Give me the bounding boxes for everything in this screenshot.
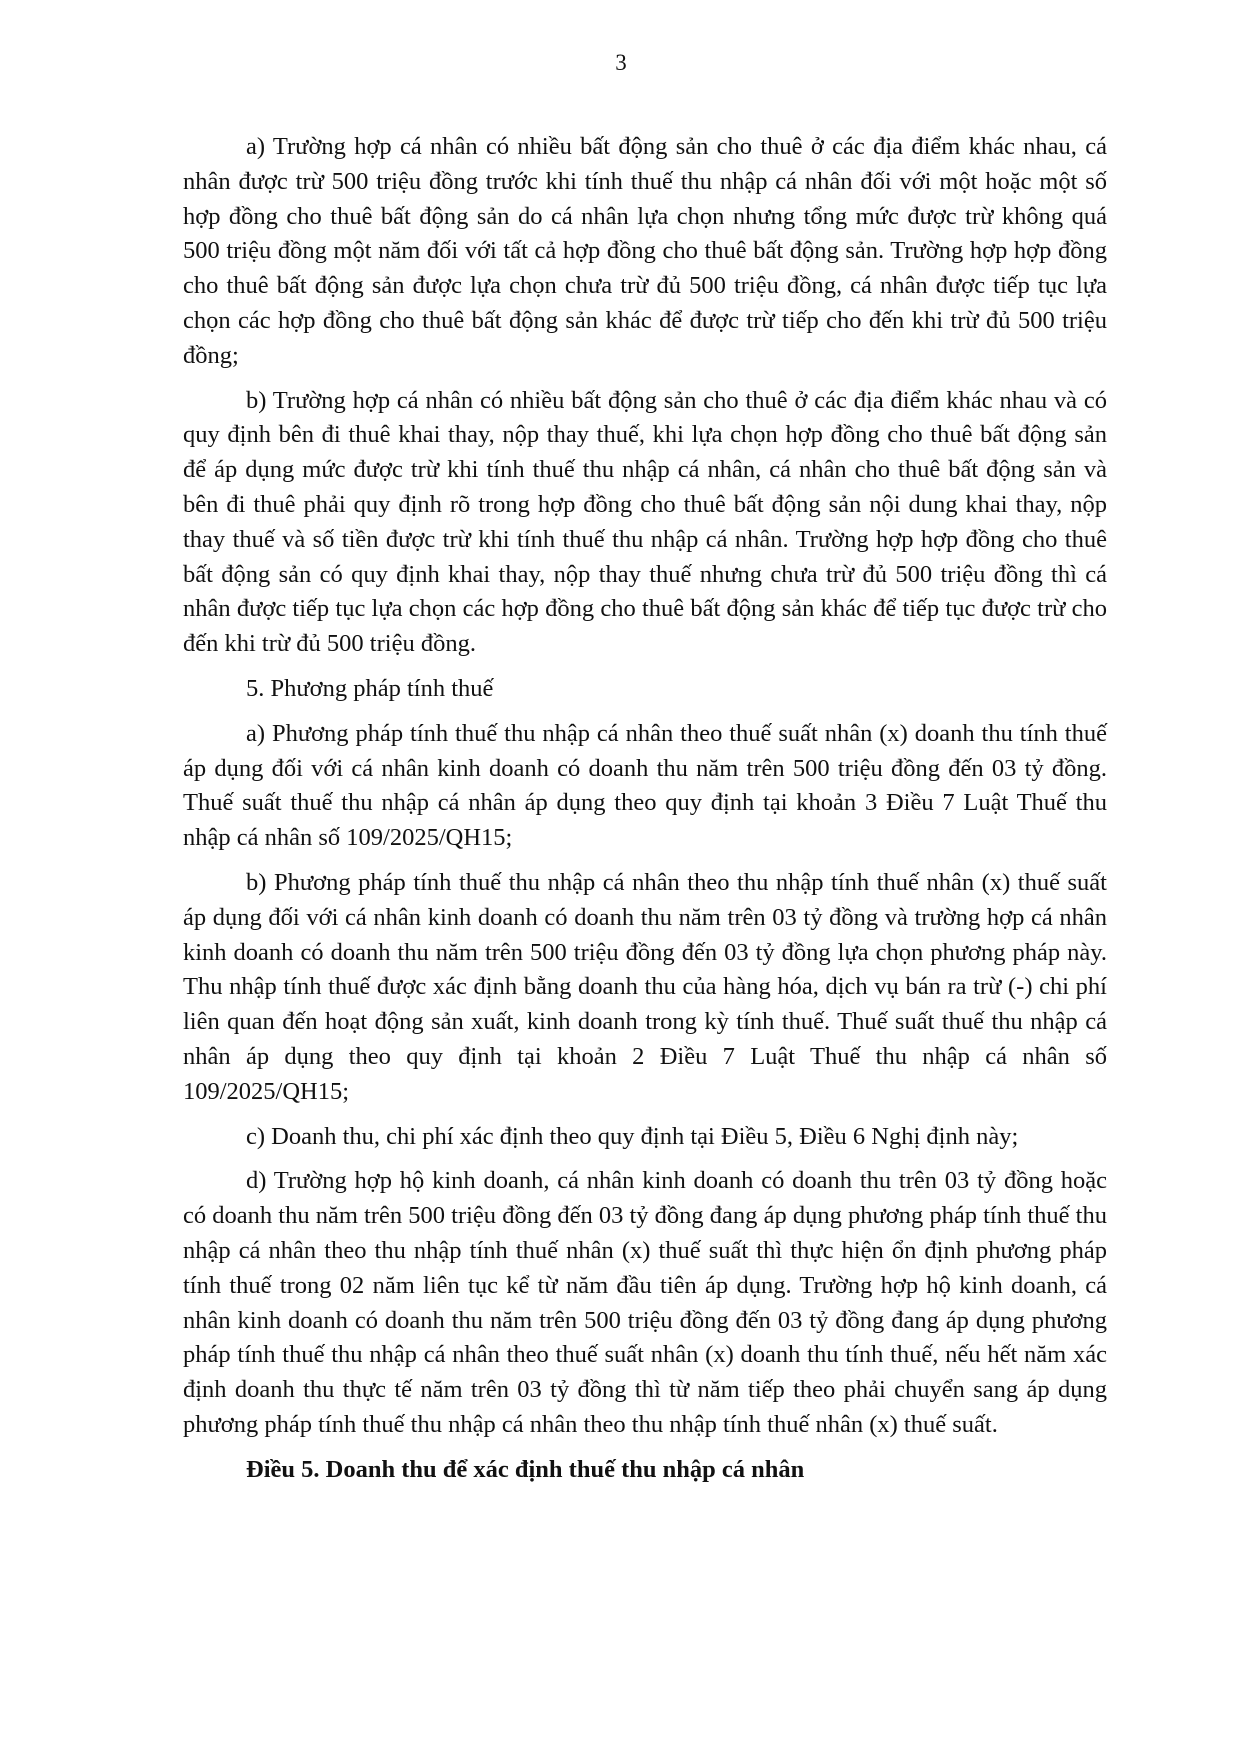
paragraph-5b: b) Phương pháp tính thuế thu nhập cá nhân theo thu nhập tính thuế nhân (x) thuế suất áp dụng đối với cá nhân kinh doanh có doanh thu năm trên 03 tỷ đồng và trường hợp cá nhân kinh doanh có doanh thu năm trên 500 triệu đồng đến 03 tỷ đồng lựa chọn phương pháp này. Thu nhập tính thuế được xác định bằng doanh thu của hàng hóa, dịch vụ bán ra trừ (-) chi phí liên quan đến hoạt động sản xuất, kinh doanh trong kỳ tính thuế. Thuế suất thuế thu nhập cá nhân áp dụng theo quy định tại khoản 2 Điều 7 Luật Thuế thu nhập cá nhân số 109/2025/QH15; [183, 868, 1107, 1105]
paragraph-4b: b) Trường hợp cá nhân có nhiều bất động sản cho thuê ở các địa điểm khác nhau và có quy định bên đi thuê khai thay, nộp thay thuế, khi lựa chọn hợp đồng cho thuê bất động sản để áp dụng mức được trừ khi tính thuế thu nhập cá nhân, cá nhân cho thuê bất động sản và bên đi thuê phải quy định rõ trong hợp đồng cho thuê bất động sản nội dung khai thay, nộp thay thuế và số tiền được trừ khi tính thuế thu nhập cá nhân. Trường hợp hợp đồng cho thuê bất động sản có quy định khai thay, nộp thay thuế nhưng chưa trừ đủ 500 triệu đồng thì cá nhân được tiếp tục lựa chọn các hợp đồng cho thuê bất động sản khác để tiếp tục được trừ cho đến khi trừ đủ 500 triệu đồng. [183, 386, 1107, 658]
section-heading-5: 5. Phương pháp tính thuế [246, 674, 494, 702]
paragraph-4a: a) Trường hợp cá nhân có nhiều bất động sản cho thuê ở các địa điểm khác nhau, cá nhân được trừ 500 triệu đồng trước khi tính thuế thu nhập cá nhân đối với một hoặc một số hợp đồng cho thuê bất động sản do cá nhân lựa chọn nhưng tổng mức được trừ không quá 500 triệu đồng một năm đối với tất cả hợp đồng cho thuê bất động sản. Trường hợp hợp đồng cho thuê bất động sản được lựa chọn chưa trừ đủ 500 triệu đồng, cá nhân được tiếp tục lựa chọn các hợp đồng cho thuê bất động sản khác để được trừ tiếp cho đến khi trừ đủ 500 triệu đồng; [183, 133, 1107, 369]
paragraph-5a: a) Phương pháp tính thuế thu nhập cá nhân theo thuế suất nhân (x) doanh thu tính thuế áp dụng đối với cá nhân kinh doanh có doanh thu năm trên 500 triệu đồng đến 03 tỷ đồng. Thuế suất thuế thu nhập cá nhân áp dụng theo quy định tại khoản 3 Điều 7 Luật Thuế thu nhập cá nhân số 109/2025/QH15; [183, 719, 1107, 852]
page-number: 3 [615, 50, 627, 75]
article-heading: Điều 5. Doanh thu để xác định thuế thu nhập cá nhân [246, 1455, 805, 1483]
document-body [183, 130, 1107, 1487]
paragraph-5c: c) Doanh thu, chi phí xác định theo quy định tại Điều 5, Điều 6 Nghị định này; [246, 1122, 1019, 1150]
paragraph-5d: d) Trường hợp hộ kinh doanh, cá nhân kinh doanh có doanh thu trên 03 tỷ đồng hoặc có doanh thu năm trên 500 triệu đồng đến 03 tỷ đồng đang áp dụng phương pháp tính thuế thu nhập cá nhân theo thu nhập tính thuế nhân (x) thuế suất thì thực hiện ổn định phương pháp tính thuế trong 02 năm liên tục kể từ năm đầu tiên áp dụng. Trường hợp hộ kinh doanh, cá nhân kinh doanh có doanh thu năm trên 500 triệu đồng đến 03 tỷ đồng đang áp dụng phương pháp tính thuế thu nhập cá nhân theo thuế suất nhân (x) doanh thu tính thuế, nếu hết năm xác định doanh thu thực tế năm trên 03 tỷ đồng thì từ năm tiếp theo phải chuyển sang áp dụng phương pháp tính thuế thu nhập cá nhân theo thu nhập tính thuế nhân (x) thuế suất. [183, 1167, 1107, 1438]
